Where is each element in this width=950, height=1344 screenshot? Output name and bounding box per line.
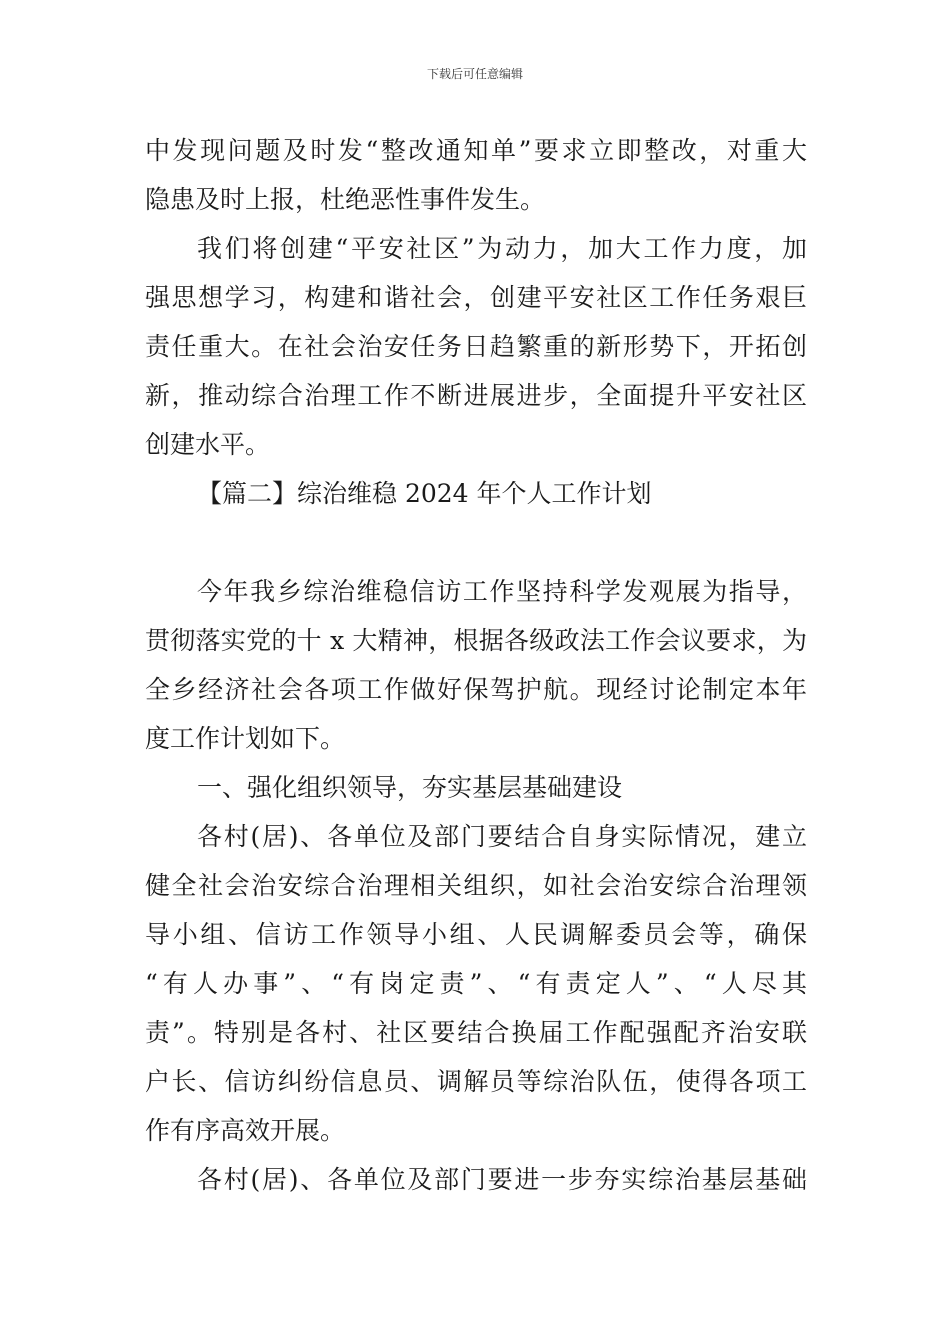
text-line: 健全社会治安综合治理相关组织，如社会治安综合治理领: [145, 871, 807, 900]
text-line: 中发现问题及时发“整改通知单”要求立即整改，对重大: [145, 136, 807, 165]
text-line: 户长、信访纠纷信息员、调解员等综治队伍，使得各项工: [145, 1067, 807, 1096]
text-line: 贯彻落实党的十 x 大精神，根据各级政法工作会议要求，为: [145, 626, 807, 655]
document-body: [145, 126, 807, 1204]
subsection-heading: 一、强化组织领导，夯实基层基础建设: [197, 773, 623, 802]
text-line: 创建水平。: [145, 430, 271, 459]
section-heading: 【篇二】综治维稳 2024 年个人工作计划: [197, 479, 652, 508]
text-line: 全乡经济社会各项工作做好保驾护航。现经讨论制定本年: [145, 675, 807, 704]
text-line: 导小组、信访工作领导小组、人民调解委员会等，确保: [145, 920, 807, 949]
text-line: 新，推动综合治理工作不断进展进步，全面提升平安社区: [145, 381, 807, 410]
text-line: 责任重大。在社会治安任务日趋繁重的新形势下，开拓创: [145, 332, 807, 361]
text-line: 今年我乡综治维稳信访工作坚持科学发观展为指导，: [197, 577, 807, 606]
text-line: 度工作计划如下。: [145, 724, 346, 753]
page-header-note: 下载后可任意编辑: [426, 67, 523, 81]
text-line: 作有序高效开展。: [145, 1116, 346, 1145]
text-line: “有人办事”、“有岗定责”、“有责定人”、“人尽其: [145, 969, 807, 998]
text-line: 各村(居)、各单位及部门要进一步夯实综治基层基础: [197, 1165, 807, 1194]
text-line: 强思想学习，构建和谐社会，创建平安社区工作任务艰巨: [145, 283, 807, 312]
text-line: 各村(居)、各单位及部门要结合自身实际情况，建立: [197, 822, 807, 851]
text-line: 隐患及时上报，杜绝恶性事件发生。: [145, 185, 546, 214]
text-line: 责”。特别是各村、社区要结合换届工作配强配齐治安联: [145, 1018, 807, 1047]
text-line: 我们将创建“平安社区”为动力，加大工作力度，加: [197, 234, 807, 263]
blank-line: [145, 518, 807, 567]
